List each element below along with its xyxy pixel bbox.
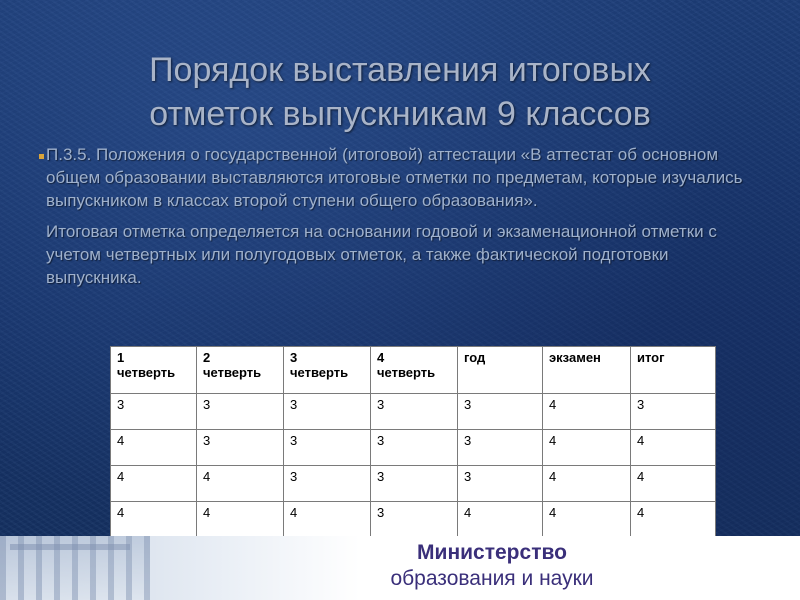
table-cell: 4	[284, 502, 371, 538]
table-cell: 4	[458, 502, 543, 538]
table-cell: 3	[458, 394, 543, 430]
table-cell: 4	[543, 430, 631, 466]
table-cell: 4	[197, 502, 284, 538]
table-cell: 4	[111, 430, 197, 466]
table-cell: 3	[371, 502, 458, 538]
paragraph-1	[46, 143, 766, 212]
paragraph-2: Итоговая отметка определяется на основании годовой и экзаменационной отметки с учетом четвертных или полугодовых отметок, а также фактической подготовки выпускника.	[46, 222, 717, 287]
header-cell-year: год	[458, 347, 543, 394]
slide-title	[0, 48, 800, 136]
table-cell: 3	[371, 394, 458, 430]
building-roof	[10, 544, 130, 550]
ministry-line-2: образования и науки	[390, 567, 594, 590]
table-cell: 3	[197, 430, 284, 466]
grades-table	[110, 346, 716, 538]
table-cell: 3	[284, 430, 371, 466]
table-cell: 4	[543, 502, 631, 538]
paragraph-1-text: П.3.5. Положения о государственной (итоговой) аттестации «В аттестат об основном общем образовании выставляются итоговые отметки по предметам, которые изучались выпускником в классах второй ступени общего образования».	[46, 145, 743, 210]
header-cell-q4: 4 четверть	[371, 347, 458, 394]
building-image	[0, 536, 150, 600]
table-cell: 3	[371, 430, 458, 466]
table-row	[111, 394, 716, 430]
table-cell: 3	[631, 394, 716, 430]
title-line-2: отметок выпускникам 9 классов	[149, 95, 651, 133]
ministry-logo-text	[362, 540, 622, 592]
table-cell: 3	[197, 394, 284, 430]
square-bullet-icon	[39, 154, 44, 159]
table-cell: 4	[631, 502, 716, 538]
table-cell: 3	[284, 394, 371, 430]
table-row	[111, 466, 716, 502]
header-cell-q1: 1 четверть	[111, 347, 197, 394]
table-row	[111, 502, 716, 538]
table-cell: 4	[197, 466, 284, 502]
table-cell: 4	[111, 502, 197, 538]
table-cell: 4	[543, 394, 631, 430]
table-cell: 3	[111, 394, 197, 430]
table-cell: 4	[111, 466, 197, 502]
table-cell: 4	[543, 466, 631, 502]
table-cell: 3	[371, 466, 458, 502]
table-cell: 3	[458, 430, 543, 466]
header-cell-final: итог	[631, 347, 716, 394]
title-line-1: Порядок выставления итоговых	[149, 51, 651, 89]
ministry-line-1: Министерство	[417, 541, 567, 564]
table-cell: 4	[631, 430, 716, 466]
table-cell: 3	[458, 466, 543, 502]
table-row	[111, 430, 716, 466]
body-text	[46, 143, 766, 289]
header-cell-q3: 3 четверть	[284, 347, 371, 394]
header-cell-q2: 2 четверть	[197, 347, 284, 394]
table-header-row	[111, 347, 716, 394]
header-cell-exam: экзамен	[543, 347, 631, 394]
table-cell: 4	[631, 466, 716, 502]
table-cell: 3	[284, 466, 371, 502]
